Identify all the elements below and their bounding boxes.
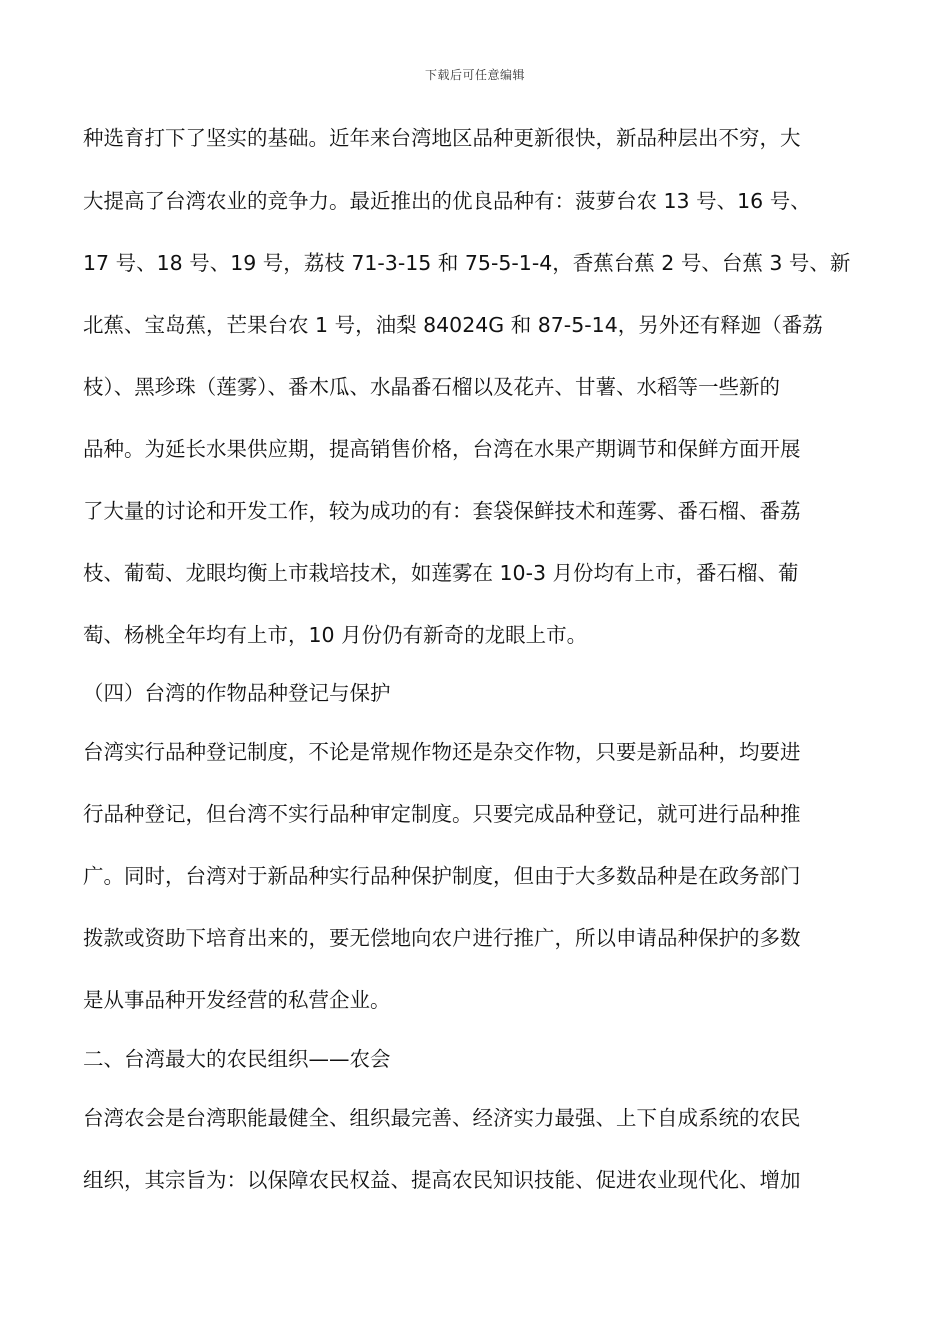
body-line: 枝、葡萄、龙眼均衡上市栽培技术，如莲雾在 10-3 月份均有上市，番石榴、葡 [83,561,799,585]
body-line: 了大量的讨论和开发工作，较为成功的有：套袋保鲜技术和莲雾、番石榴、番荔 [83,499,801,523]
body-line: 广。同时，台湾对于新品种实行品种保护制度，但由于大多数品种是在政务部门 [83,864,801,888]
section-heading: 二、台湾最大的农民组织——农会 [83,1047,391,1071]
body-line: 17 号、18 号、19 号，荔枝 71-3-15 和 75-5-1-4，香蕉台蕉 2 号、台蕉 3 号、新 [83,251,851,275]
body-line: 拨款或资助下培育出来的，要无偿地向农户进行推广，所以申请品种保护的多数 [83,926,801,950]
page-header-note: 下载后可任意编辑 [424,68,525,82]
body-line: 台湾实行品种登记制度，不论是常规作物还是杂交作物，只要是新品种，均要进 [83,740,801,764]
body-line: 萄、杨桃全年均有上市，10 月份仍有新奇的龙眼上市。 [83,623,588,647]
section-heading: （四）台湾的作物品种登记与保护 [83,681,391,705]
body-line: 品种。为延长水果供应期，提高销售价格，台湾在水果产期调节和保鲜方面开展 [83,437,801,461]
body-line: 台湾农会是台湾职能最健全、组织最完善、经济实力最强、上下自成系统的农民 [83,1106,801,1130]
body-line: 种选育打下了坚实的基础。近年来台湾地区品种更新很快，新品种层出不穷，大 [83,126,801,150]
body-line: 组织，其宗旨为：以保障农民权益、提高农民知识技能、促进农业现代化、增加 [83,1168,801,1192]
body-line: 是从事品种开发经营的私营企业。 [83,988,391,1012]
body-line: 北蕉、宝岛蕉，芒果台农 1 号，油梨 84024G 和 87-5-14，另外还有释迦（番荔 [83,313,823,337]
body-line: 大提高了台湾农业的竞争力。最近推出的优良品种有：菠萝台农 13 号、16 号、 [83,189,811,213]
body-line: 行品种登记，但台湾不实行品种审定制度。只要完成品种登记，就可进行品种推 [83,802,801,826]
body-line: 枝）、黑珍珠（莲雾）、番木瓜、水晶番石榴以及花卉、甘薯、水稻等一些新的 [83,375,780,399]
